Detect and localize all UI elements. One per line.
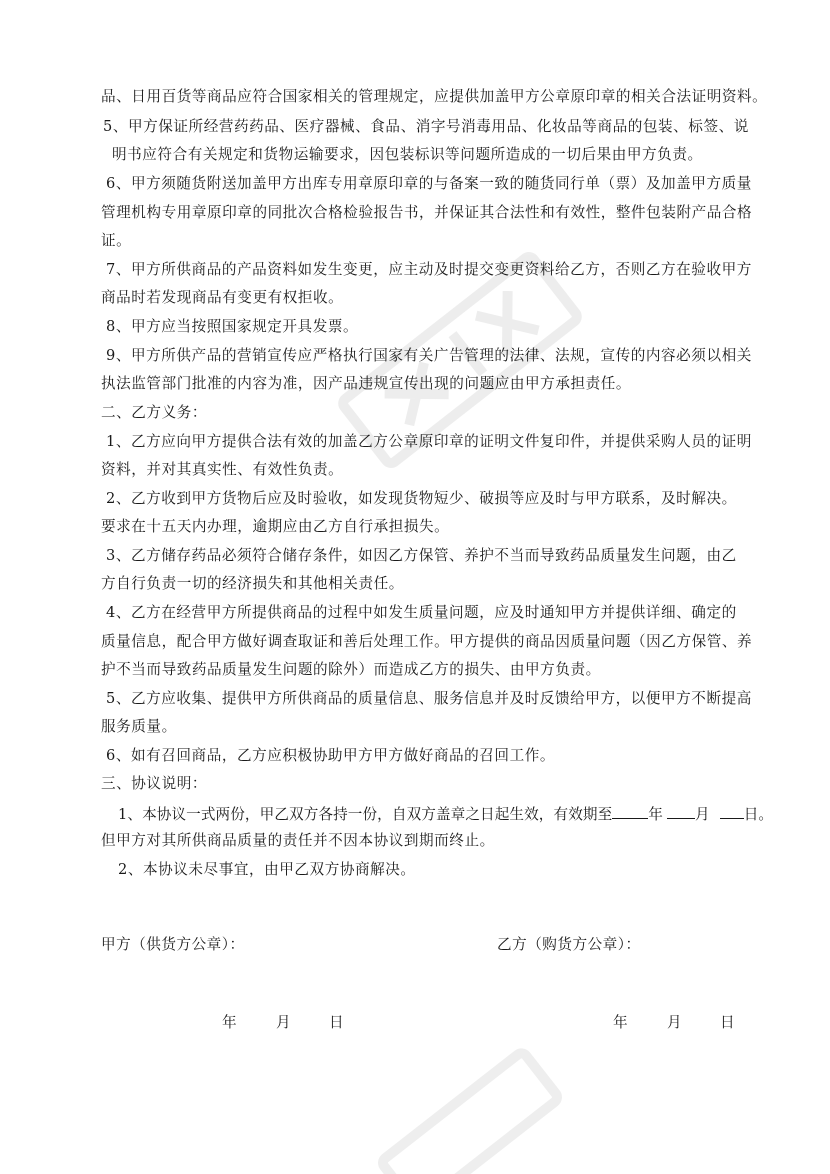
clause-c1-year: 年 — [648, 806, 663, 823]
party-a-date-month: 月 — [276, 1014, 292, 1031]
party-a-date-year: 年 — [222, 1014, 238, 1031]
clause-c1-line2: 但甲方对其所供商品质量的责任并不因本协议到期而终止。 — [101, 832, 495, 849]
section-heading-party-b: 二、乙方义务： — [101, 404, 208, 421]
clause-a6-line1: 6、甲方须随货附送加盖甲方出库专用章原印章的与备案一致的随货同行单（票）及加盖甲方质量 — [106, 175, 752, 192]
clause-b4-line3: 护不当而导致药品质量发生问题的除外）而造成乙方的损失、由甲方负责。 — [101, 661, 601, 678]
clause-b4-line1: 4、乙方在经营甲方所提供商品的过程中如发生质量问题，应及时通知甲方并提供详细、确定的 — [106, 604, 737, 621]
clause-b5-line1: 5、乙方应收集、提供甲方所供商品的质量信息、服务信息并及时反馈给甲方，以便甲方不断提高 — [106, 690, 752, 707]
clause-a8: 8、甲方应当按照国家规定开具发票。 — [106, 318, 359, 335]
party-b-date-year: 年 — [613, 1014, 629, 1031]
clause-a5-line2: 明书应符合有关规定和货物运输要求，因包装标识等问题所造成的一切后果由甲方负责。 — [112, 146, 703, 163]
section-heading-agreement: 三、协议说明： — [101, 775, 208, 792]
clause-b3-line1: 3、乙方储存药品必须符合储存条件，如因乙方保管、养护不当而导致药品质量发生问题，由乙 — [106, 547, 737, 564]
party-b-date-month: 月 — [667, 1014, 683, 1031]
clause-b3-line2: 方自行负责一切的经济损失和其他相关责任。 — [101, 575, 404, 592]
clause-b2-line2: 要求在十五天内办理，逾期应由乙方自行承担损失。 — [101, 518, 450, 535]
clause-a7-line2: 商品时若发现商品有变更有权拒收。 — [101, 289, 344, 306]
clause-a7-line1: 7、甲方所供商品的产品资料如发生变更，应主动及时提交变更资料给乙方，否则乙方在验收甲方 — [106, 261, 752, 278]
party-b-seal-label: 乙方（购货方公章）： — [497, 936, 641, 953]
clause-b5-line2: 服务质量。 — [101, 718, 177, 735]
clause-a5-line1: 5、甲方保证所经营药药品、医疗器械、食品、消字号消毒用品、化妆品等商品的包装、标签、说 — [103, 118, 749, 135]
party-a-date-day: 日 — [329, 1014, 345, 1031]
day-blank — [720, 803, 744, 819]
clause-b6: 6、如有召回商品，乙方应积极协助甲方甲方做好商品的召回工作。 — [106, 747, 556, 764]
clause-c2: 2、本协议未尽事宜，由甲乙双方协商解决。 — [118, 861, 416, 878]
clause-a6-line3: 证。 — [101, 232, 132, 249]
clause-a9-line1: 9、甲方所供产品的营销宣传应严格执行国家有关广告管理的法律、法规，宣传的内容必须以相关 — [106, 347, 752, 364]
clause-c1-day: 日。 — [743, 806, 774, 823]
clause-c1-text: 1、本协议一式两份，甲乙双方各持一份，自双方盖章之日起生效，有效期至 — [118, 806, 613, 823]
clause-c1-month: 月 — [695, 806, 710, 823]
clause-c1-line1 — [0, 803, 830, 825]
clause-b1-line1: 1、乙方应向甲方提供合法有效的加盖乙方公章原印章的证明文件复印件，并提供采购人员的证明 — [106, 433, 752, 450]
year-blank — [612, 803, 648, 819]
clause-b2-line1: 2、乙方收到甲方货物后应及时验收，如发现货物短少、破损等应及时与甲方联系，及时解决。 — [106, 490, 737, 507]
party-b-date-day: 日 — [720, 1014, 736, 1031]
clause-a6-line2: 管理机构专用章原印章的同批次合格检验报告书，并保证其合法性和有效性，整件包装附产品合格 — [101, 204, 753, 221]
paragraph-continuation: 品、日用百货等商品应符合国家相关的管理规定，应提供加盖甲方公章原印章的相关合法证明资料。 — [101, 88, 768, 105]
party-a-seal-label: 甲方（供货方公章）： — [101, 936, 245, 953]
clause-b4-line2: 质量信息，配合甲方做好调查取证和善后处理工作。甲方提供的商品因质量问题（因乙方保管、养 — [101, 633, 753, 650]
month-blank — [667, 803, 695, 819]
clause-b1-line2: 资料，并对其真实性、有效性负责。 — [101, 461, 344, 478]
clause-a9-line2: 执法监管部门批准的内容为准，因产品违规宣传出现的问题应由甲方承担责任。 — [101, 375, 632, 392]
